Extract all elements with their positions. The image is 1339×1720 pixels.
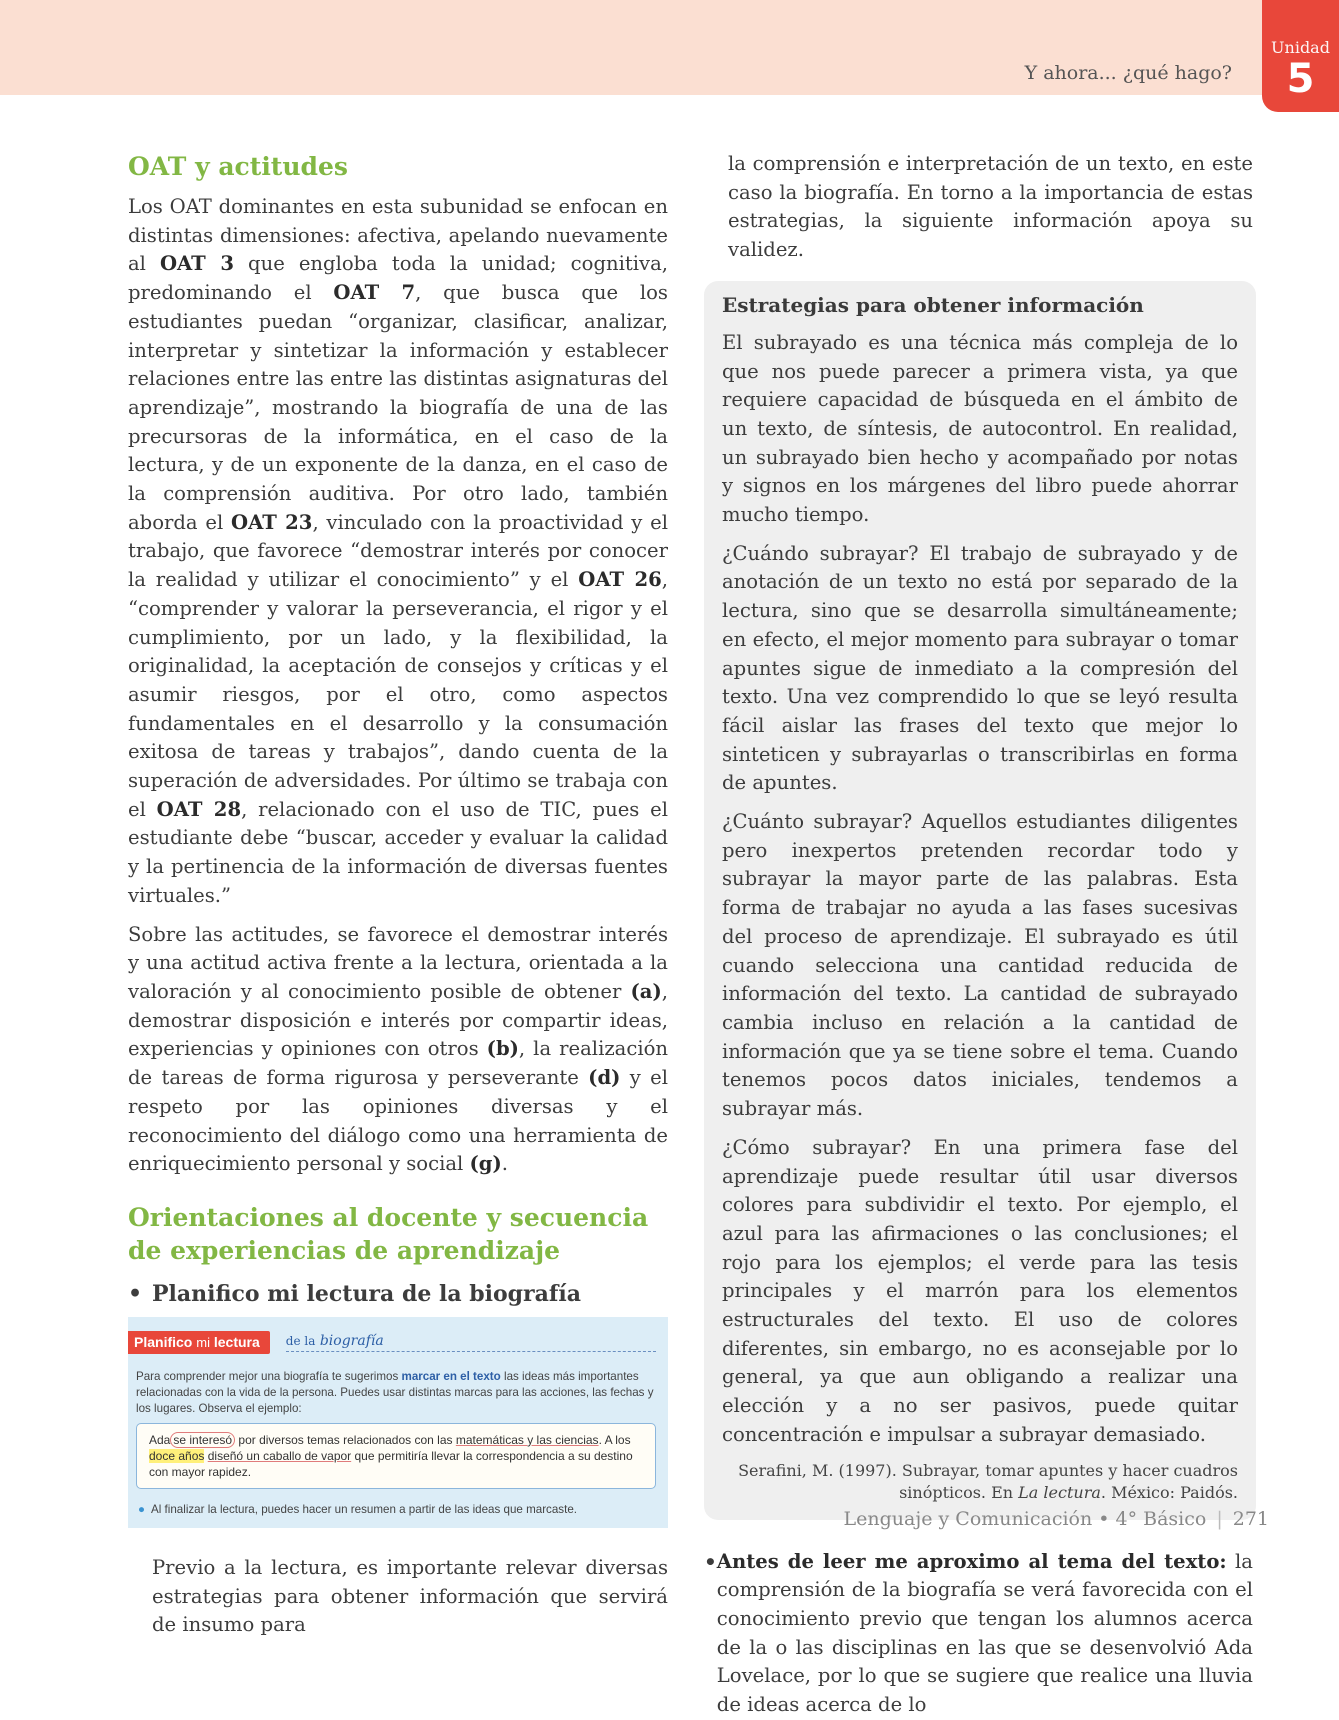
text-run: Los OAT dominantes en esta subunidad se enfocan en distintas dimensiones: afectiva, apelando nuevamente al [128,195,668,276]
text-run: , la realización de tareas de forma rigurosa y perseverante [128,1037,668,1090]
bullet-heading [128,1281,668,1307]
text-run: , relacionado con el uso de TIC, pues el estudiante debe “buscar, acceder y evaluar la calidad y la pertinencia de la información de diversas fuentes virtuales.” [128,797,668,907]
oat-ref: OAT 7 [333,281,416,305]
page-number: 271 [1232,1508,1269,1530]
subtitle-word: de la [285,1334,316,1349]
oat-ref: OAT 23 [231,510,313,534]
bullet-bold-lead: Antes de leer me aproximo al tema del texto: [716,1549,1227,1573]
bullet-item [704,1548,1253,1720]
attitude-ref: (d) [588,1066,621,1090]
excerpt-example [136,1423,656,1489]
text-run: , vinculado con la proactividad y el trabajo, que favorece “demostrar interés por conocer la realidad y utilizar el conocimiento” y el [128,510,668,592]
bullet-icon: ● [138,1502,146,1516]
subtitle-word: biografía [319,1333,384,1350]
underlined-phrase: diseñó un caballo de vapor [207,1448,352,1463]
excerpt-tag [128,1331,270,1354]
continuation-paragraph: la comprensión e interpretación de un texto, en este caso la biografía. En torno a la importancia de estas estrategias, la siguiente información apoya su validez. [728,152,1253,262]
text-run: , que busca que los estudiantes puedan “organizar, clasificar, analizar, interpretar y sintetizar la información y establecer relaciones entre las entre las distintas asignaturas del aprendizaje”, mostrando la biografía de una de las precursoras de la informática, en el caso de la lectura, y de un exponente de la danza, en el caso de la comprensión auditiva. Por otro lado, también aborda el [128,281,669,534]
highlighted-date: doce años [149,1448,205,1463]
right-column [704,150,1253,1720]
text-run: Sobre las actitudes, se favorece el demostrar interés y una actitud activa frente a la lectura, orientada a la valoración y al conocimiento posible de obtener [128,922,668,1003]
text-run: Serafini, M. (1997). Subrayar, tomar apuntes y hacer cuadros sinópticos. En [738,1460,1238,1502]
oat-ref: OAT 26 [578,568,662,592]
unit-tab [1262,0,1339,112]
text-run: que permitiría llevar la correspondencia a su destino con mayor rapidez. [149,1448,633,1479]
excerpt-subtitle [286,1333,656,1352]
circled-action: se interesó [170,1432,235,1448]
page-footer [844,1508,1269,1530]
bullet-icon: • [704,1549,717,1574]
strategies-title: Estrategias para obtener información [722,292,1144,317]
textbook-excerpt [128,1317,668,1528]
heading-oat-actitudes: OAT y actitudes [128,152,348,181]
text-run: , demostrar disposición e interés por compartir ideas, experiencias y opiniones con otros [128,979,668,1061]
unit-label: Unidad [1271,38,1330,57]
attitude-ref: (a) [630,979,662,1003]
text-run: Para comprender mejor una biografía te sugerimos [136,1369,402,1383]
text-run: . [501,1152,509,1176]
footer-separator: | [1216,1508,1223,1530]
attitude-ref: (b) [486,1037,519,1061]
oat-ref: OAT 3 [159,252,235,276]
footer-subject: Lenguaje y Comunicación • 4° Básico [843,1508,1207,1530]
text-run: . A los [598,1432,631,1447]
excerpt-footer-text: Al finalizar la lectura, puedes hacer un resumen a partir de las ideas que marcaste. [151,1502,577,1516]
bullet-paragraph [717,1548,1253,1720]
text-run: por diversos temas relacionados con las [235,1432,456,1447]
strategies-paragraph: ¿Cómo subrayar? En una primera fase del aprendizaje puede resultar útil usar diversos colores para subdividir el texto. Por ejemplo, el azul para las afirmaciones o las conclusiones; el rojo para los ejemplos; el verde para las tesis principales y el marrón para los elementos estructurales del texto. El uso de colores diferentes, sin embargo, no es aconsejable por lo general, ya que aun obligando a realizar una elección y a no ser pasivos, puede quitar concentración e impulsar a subrayar demasiado. [722,1135,1238,1446]
heading-orientaciones: Orientaciones al docente y secuencia de experiencias de aprendizaje [128,1202,649,1265]
bullet-icon: • [128,1280,143,1307]
text-run: las ideas más importantes relacionadas con la vida de la persona. Puedes usar distintas marcas para las acciones, las fechas y los lugares. Observa el ejemplo: [136,1369,654,1415]
text-run: Ada [149,1432,171,1447]
excerpt-header [128,1327,656,1359]
unit-number: 5 [1286,56,1315,102]
oat-paragraph [128,193,668,911]
section-title: Y ahora... ¿qué hago? [1024,62,1232,84]
tag-word: mi [196,1335,210,1351]
highlight-phrase: marcar en el texto [401,1369,501,1383]
text-run: la comprensión de la biografía se verá favorecida con el conocimiento previo que tengan los alumnos acerca de la o las disciplinas en las que se desenvolvió Ada Lovelace, por lo que se sugiere que realice una lluvia de ideas acerca de lo [716,1549,1253,1717]
oat-ref: OAT 28 [156,797,242,821]
attitude-ref: (g) [469,1152,502,1176]
book-title: La lectura [1018,1482,1101,1502]
citation [722,1460,1238,1504]
excerpt-intro [128,1359,656,1423]
text-run: y el respeto por las opiniones diversas y el reconocimiento del diálogo como una herramienta de enriquecimiento personal y social [128,1066,668,1176]
tag-word: lectura [213,1334,260,1351]
strategies-paragraph: ¿Cuánto subrayar? Aquellos estudiantes diligentes pero inexpertos pretenden recordar todo y subrayar la mayor parte de las palabras. Esta forma de trabajar no ayuda a las fases sucesivas del proceso de aprendizaje. El subrayado es útil cuando selecciona una cantidad reducida de información del texto. La cantidad de subrayado cambia incluso en relación a la cantidad de información que ya se tiene sobre el tema. Cuando tenemos pocos datos iniciales, tendemos a subrayar más. [722,810,1238,1121]
text-run: . México: Paidós. [1100,1482,1238,1502]
left-column [128,150,668,1650]
closing-paragraph: Previo a la lectura, es importante relevar diversas estrategias para obtener información que servirá de insumo para [152,1555,668,1637]
excerpt-footer [128,1489,656,1516]
text-run: que engloba toda la unidad; cognitiva, predominando el [128,252,668,305]
strategies-box [704,281,1256,1520]
text-run: , “comprender y valorar la perseverancia, el rigor y el cumplimiento, por un lado, y la flexibilidad, la originalidad, la aceptación de consejos y críticas y el asumir riesgos, por el otro, como aspectos fundamentales en el desarrollo y la consumación exitosa de tareas y trabajos”, dando cuenta de la superación de adversidades. Por último se trabaja con el [128,568,668,821]
strategies-paragraph: ¿Cuándo subrayar? El trabajo de subrayado y de anotación de un texto no está por separado de la lectura, sino que se desarrolla simultáneamente; en efecto, el mejor momento para subrayar o tomar apuntes sigue de inmediato a la compresión del texto. Una vez comprendido lo que se leyó resulta fácil aislar las frases del texto que mejor lo sinteticen y subrayarlas o transcribirlas en forma de apuntes. [722,541,1238,795]
strategies-paragraph: El subrayado es una técnica más compleja de lo que nos puede parecer a primera vista, ya que requiere capacidad de búsqueda en el ámbito de un texto, de síntesis, de autocontrol. En realidad, un subrayado bien hecho y acompañado por notas y signos en los márgenes del libro puede ahorrar mucho tiempo. [722,330,1238,527]
underlined-phrase: matemáticas y las ciencias [455,1432,599,1447]
tag-word: Planifico [134,1334,193,1351]
attitudes-paragraph [128,921,668,1179]
bullet-heading-text: Planifico mi lectura de la biografía [152,1280,581,1307]
